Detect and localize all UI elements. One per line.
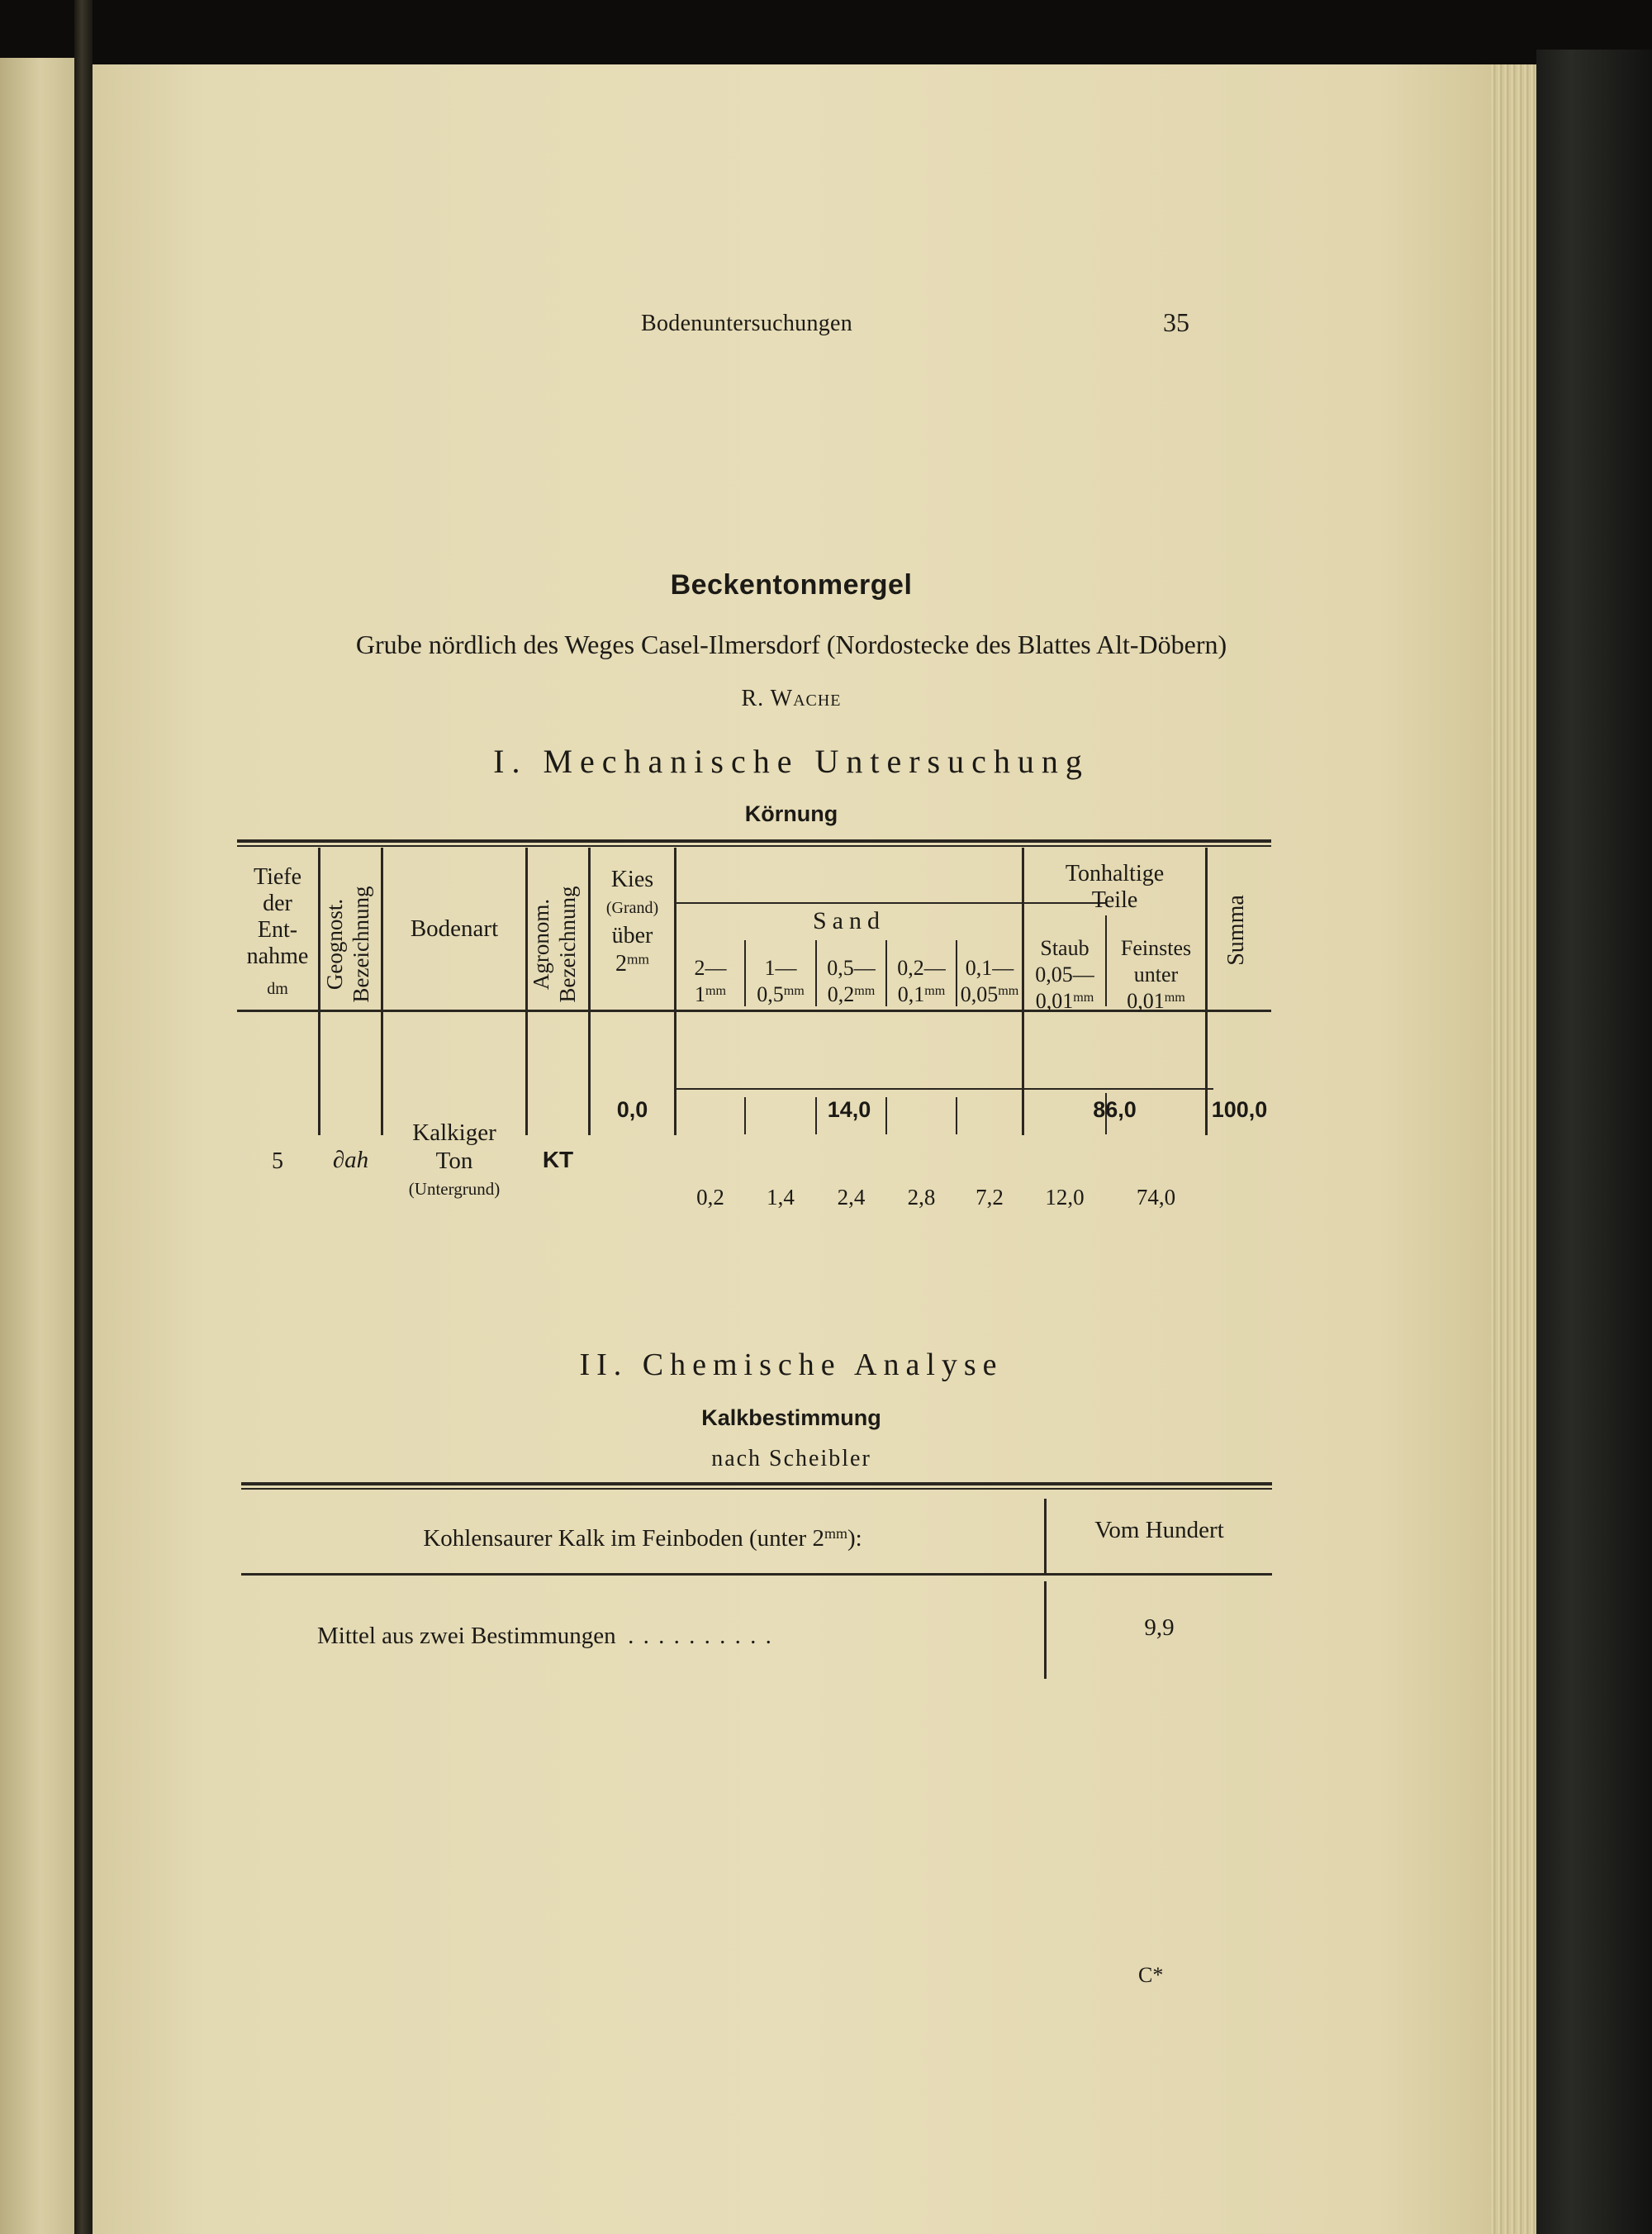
row-feinstes: 74,0 <box>1136 1185 1176 1210</box>
chem-row-label: Mittel aus zwei Bestimmungen . . . . . . . . . . <box>317 1623 773 1649</box>
signature-mark: C* <box>1138 1963 1164 1987</box>
sand-fraction-5: 0,1— $0,05^{mm}$ <box>960 956 1019 1006</box>
running-title: Bodenuntersuchungen <box>641 311 853 336</box>
header-geognost: Geognost. Bezeichnung <box>322 886 373 1003</box>
row-kies: 0,0 <box>616 1097 648 1122</box>
chem-column-right: Vom Hundert <box>1094 1517 1224 1543</box>
section2-heading: II. Chemische Analyse <box>579 1348 1004 1382</box>
page-title: Beckentonmergel <box>670 569 913 601</box>
section1-heading: I. Mechanische Untersuchung <box>493 743 1089 780</box>
section2-subheading: Kalkbestimmung <box>701 1405 881 1430</box>
row-summa: 100,0 <box>1211 1097 1268 1122</box>
row-agronom: KT <box>542 1147 574 1172</box>
sand-fraction-1: 2— $1^{mm}$ <box>694 956 727 1006</box>
sand-fraction-3: 0,5— $0,2^{mm}$ <box>827 956 876 1006</box>
row-sand-value-4: 2,8 <box>907 1185 936 1210</box>
header-summa: Summa <box>1223 895 1249 966</box>
header-staub: Staub 0,05— $0,01^{mm}$ <box>1035 936 1094 1013</box>
header-kies: Kies (Grand) über $2^{mm}$ <box>605 867 659 977</box>
sand-fraction-4: 0,2— $0,1^{mm}$ <box>897 956 946 1006</box>
sand-fraction-2: 1— $0,5^{mm}$ <box>757 956 805 1006</box>
header-agronom: Agronom. Bezeichnung <box>529 886 580 1003</box>
header-sand: Sand <box>813 907 885 934</box>
row-sand-value-1: 0,2 <box>696 1185 724 1210</box>
location-line: Grube nördlich des Weges Casel-Ilmersdorf (Nordostecke des Blattes Alt-Döbern) <box>355 630 1227 659</box>
author: R. Wache <box>741 686 842 711</box>
left-page-edge <box>0 58 74 2234</box>
header-depth-unit: dm <box>267 980 288 998</box>
row-sand-total: 14,0 <box>827 1097 871 1122</box>
chem-column-left: Kohlensaurer Kalk im Feinboden (unter $2^{mm}$): <box>423 1525 862 1552</box>
book-gutter <box>74 0 93 2234</box>
chem-row-value: 9,9 <box>1144 1614 1175 1641</box>
row-sand-value-3: 2,4 <box>837 1185 866 1210</box>
page-number: 35 <box>1163 307 1189 337</box>
row-bodenart: Kalkiger Ton (Untergrund) <box>408 1119 501 1199</box>
page-stack-edge <box>1490 64 1536 2234</box>
header-bodenart: Bodenart <box>410 915 499 942</box>
row-sand-value-2: 1,4 <box>767 1185 795 1210</box>
row-staub: 12,0 <box>1045 1185 1085 1210</box>
book-cover-edge <box>1536 50 1652 2234</box>
row-ton-total: 86,0 <box>1093 1097 1137 1122</box>
book-page <box>93 64 1490 2234</box>
row-sand-value-5: 7,2 <box>976 1185 1004 1210</box>
row-geognost: ∂ah <box>332 1147 369 1173</box>
section1-subheading: Körnung <box>744 801 838 826</box>
header-depth: Tiefe der Ent- nahme <box>246 864 309 969</box>
section2-method: nach Scheibler <box>711 1446 871 1471</box>
header-feinstes: Feinstes unter $0,01^{mm}$ <box>1120 936 1192 1013</box>
row-depth: 5 <box>272 1148 283 1174</box>
header-tonhaltige: Tonhaltige Teile <box>1065 861 1165 913</box>
